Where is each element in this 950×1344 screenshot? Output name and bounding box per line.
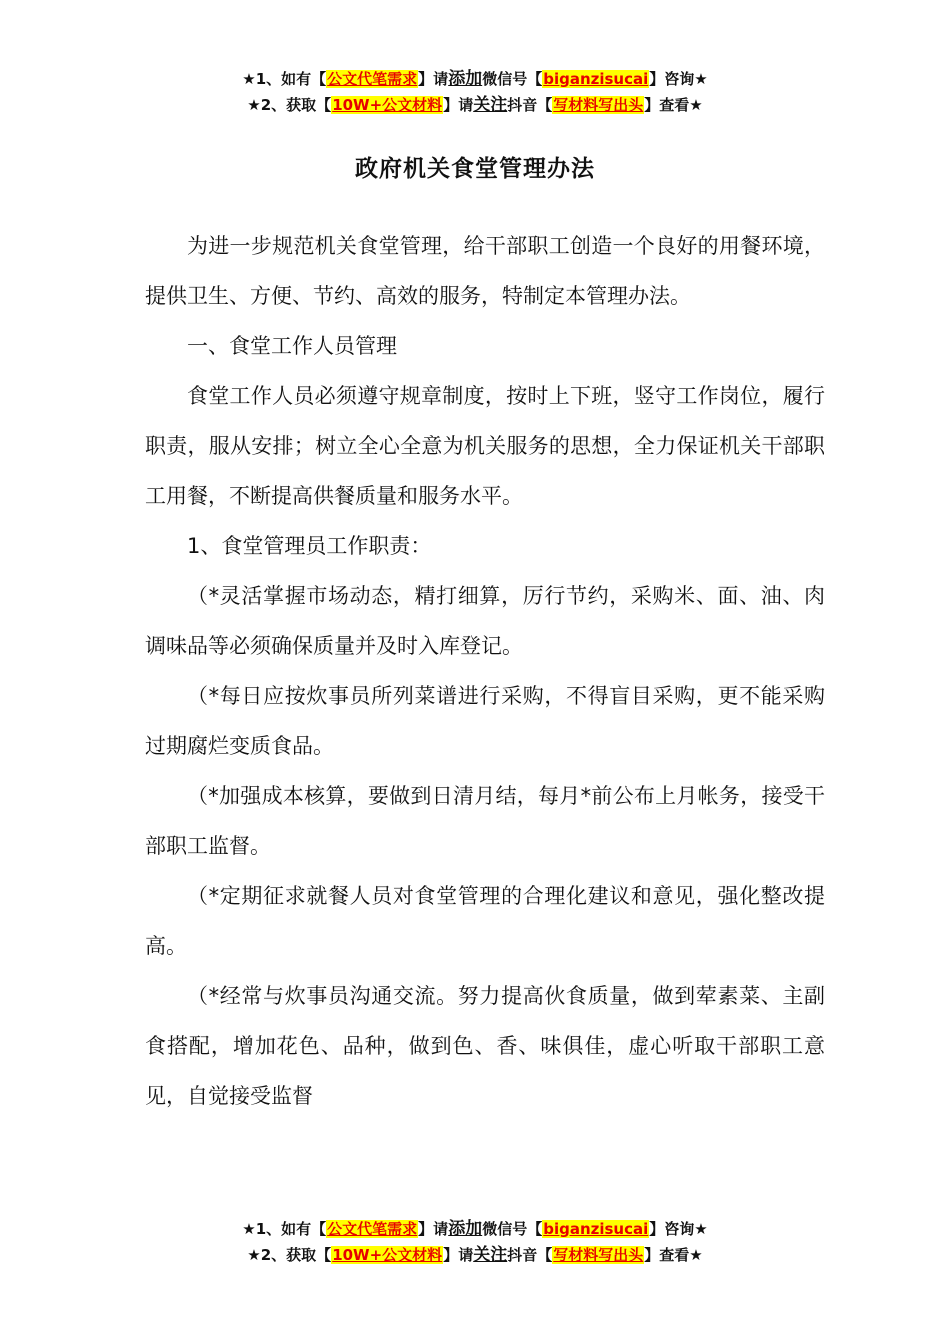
banner-highlight: biganzisucai — [543, 1220, 649, 1238]
banner-text: ★1、如有【 — [242, 1220, 327, 1238]
paragraph: 为进一步规范机关食堂管理，给干部职工创造一个良好的用餐环境，提供卫生、方便、节约、高效的服务，特制定本管理办法。 — [145, 234, 825, 308]
banner-text: 】请 — [443, 96, 474, 114]
banner-emphasis: 关注 — [473, 1245, 508, 1265]
banner-text: ★2、获取【 — [247, 1246, 332, 1264]
banner-highlight: 公文代笔需求 — [327, 70, 418, 88]
list-item: （*加强成本核算，要做到日清月结，每月*前公布上月帐务，接受干部职工监督。 — [145, 784, 825, 858]
subsection-heading: 1、食堂管理员工作职责： — [187, 534, 432, 558]
banner-emphasis: 添加 — [448, 1219, 483, 1239]
banner-text: 抖音【 — [507, 96, 553, 114]
banner-line-2 — [0, 1242, 950, 1268]
banner-highlight: 写材料写出头 — [553, 96, 644, 114]
banner-emphasis: 关注 — [473, 95, 508, 115]
banner-highlight: biganzisucai — [543, 70, 649, 88]
header-banner — [0, 66, 950, 118]
document-body — [145, 221, 825, 1121]
banner-text: 】查看★ — [644, 96, 703, 114]
banner-text: 】咨询★ — [649, 70, 708, 88]
banner-emphasis: 添加 — [448, 69, 483, 89]
banner-text: 抖音【 — [507, 1246, 553, 1264]
list-item: （*每日应按炊事员所列菜谱进行采购，不得盲目采购，更不能采购过期腐烂变质食品。 — [145, 684, 825, 758]
banner-highlight: 公文代笔需求 — [327, 1220, 418, 1238]
banner-line-2 — [0, 92, 950, 118]
banner-text: 】查看★ — [644, 1246, 703, 1264]
paragraph: 食堂工作人员必须遵守规章制度，按时上下班，竖守工作岗位，履行职责，服从安排；树立全心全意为机关服务的思想，全力保证机关干部职工用餐，不断提高供餐质量和服务水平。 — [145, 384, 825, 508]
banner-text: 】请 — [443, 1246, 474, 1264]
banner-line-1 — [0, 66, 950, 92]
banner-text: ★1、如有【 — [242, 70, 327, 88]
banner-line-1 — [0, 1216, 950, 1242]
document-title: 政府机关食堂管理办法 — [355, 156, 595, 182]
footer-banner — [0, 1216, 950, 1268]
banner-text: ★2、获取【 — [247, 96, 332, 114]
list-item: （*灵活掌握市场动态，精打细算，厉行节约，采购米、面、油、肉调味品等必须确保质量并及时入库登记。 — [145, 584, 825, 658]
section-heading: 一、食堂工作人员管理 — [187, 334, 397, 358]
list-item: （*经常与炊事员沟通交流。努力提高伙食质量，做到荤素菜、主副食搭配，增加花色、品种，做到色、香、味俱佳，虚心听取干部职工意见，自觉接受监督 — [145, 984, 825, 1108]
list-item: （*定期征求就餐人员对食堂管理的合理化建议和意见，强化整改提高。 — [145, 884, 825, 958]
banner-highlight: 写材料写出头 — [553, 1246, 644, 1264]
banner-highlight: 10W+公文材料 — [332, 1246, 443, 1264]
banner-text: 微信号【 — [482, 70, 543, 88]
banner-text: 微信号【 — [482, 1220, 543, 1238]
banner-highlight: 10W+公文材料 — [332, 96, 443, 114]
banner-text: 】请 — [418, 70, 449, 88]
banner-text: 】请 — [418, 1220, 449, 1238]
banner-text: 】咨询★ — [649, 1220, 708, 1238]
